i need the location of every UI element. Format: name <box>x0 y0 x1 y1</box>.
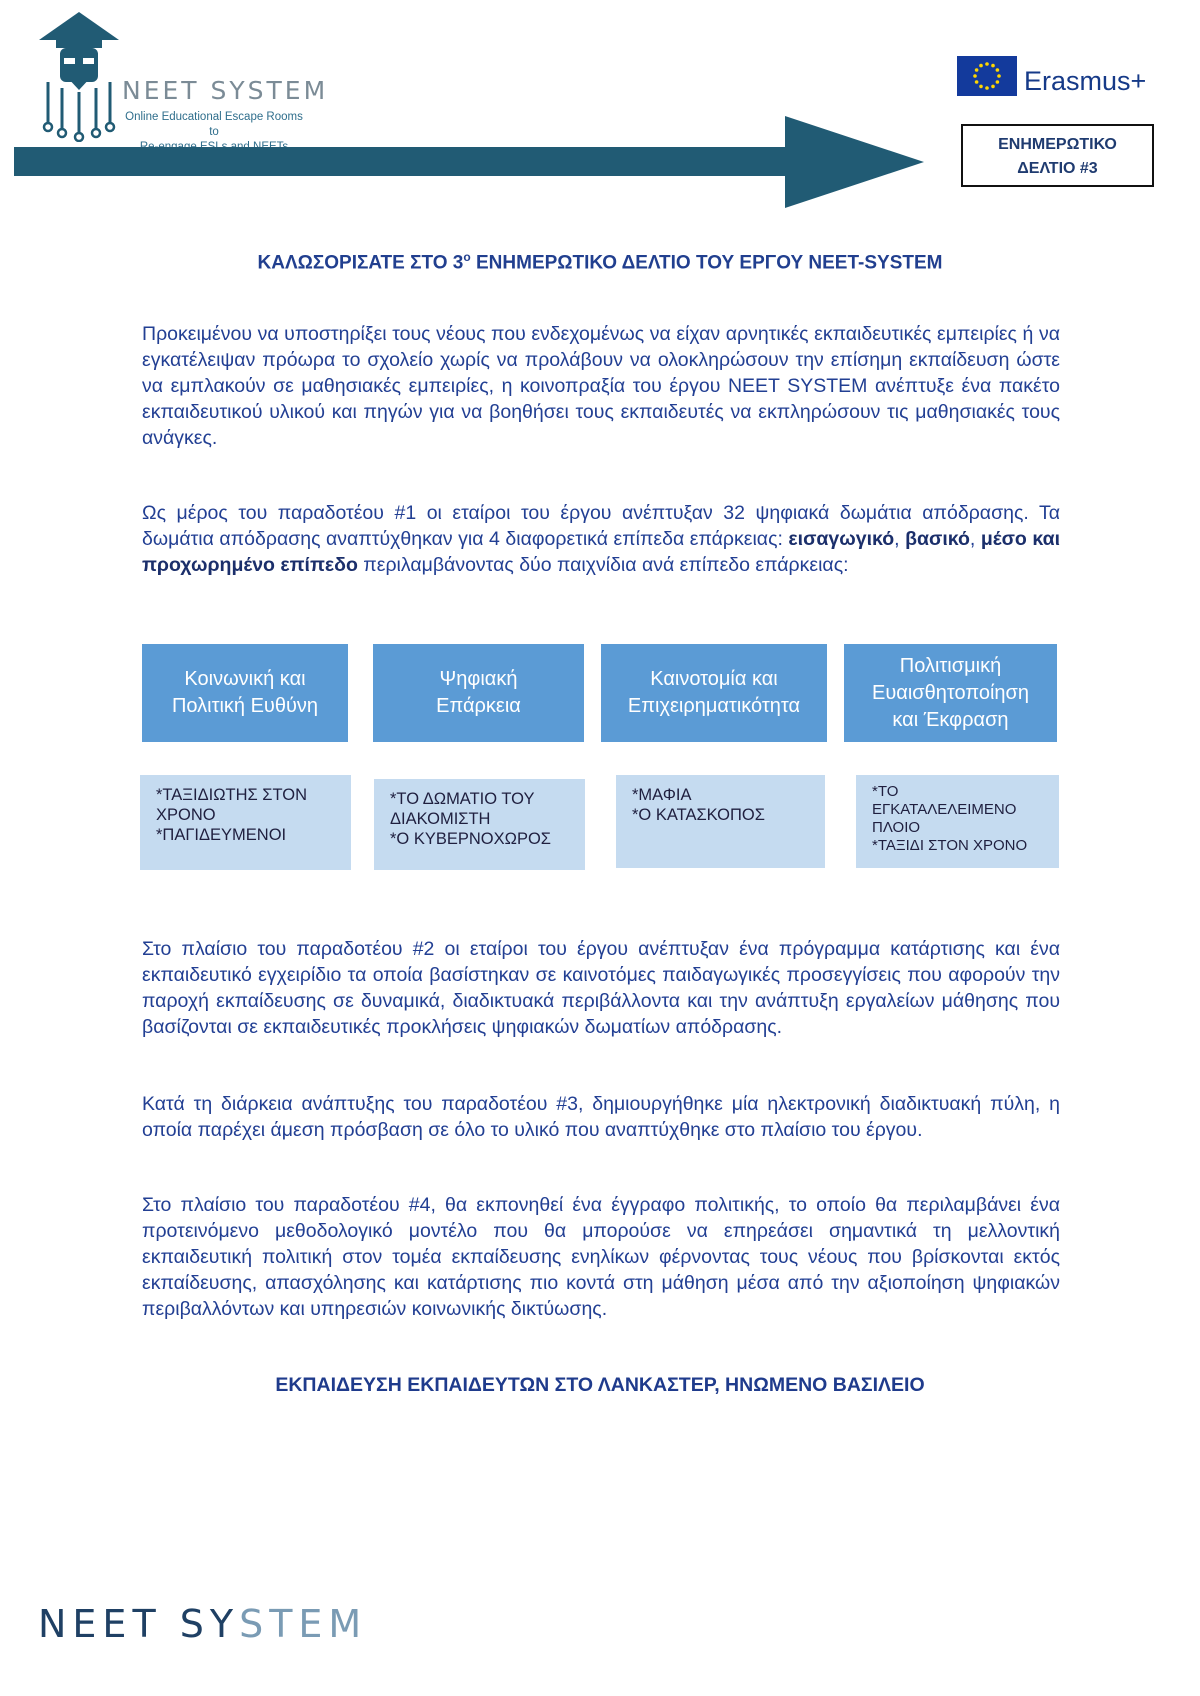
deliverable4-paragraph: Στο πλαίσιο του παραδοτέου #4, θα εκπονηθεί ένα έγγραφο πολιτικής, το οποίο θα περιλαμβάνει ένα προτεινόμενο μεθοδολογικό μοντέλο που θα μπορούσε να επηρεάσει σημαντικά τη μελλοντική εκπαιδευτική πολιτική στον τομέα εκπαίδευσης ενηλίκων φέρνοντας τους νέους που βρίσκονται εκτός εκπαίδευσης, απασχόλησης και κατάρτισης πιο κοντά στη μάθηση μέσα από την αξιοποίηση ψηφιακών περιβαλλόντων και υπηρεσιών κοινωνικής δικτύωσης. <box>142 1194 1060 1320</box>
footer-logo-part1: NEET SY <box>38 1602 240 1646</box>
p2-text-end: περιλαμβάνοντας δύο παιχνίδια ανά επίπεδο επάρκειας: <box>357 554 849 576</box>
game-line: *Ο ΚΥΒΕΡΝΟΧΩΡΟΣ <box>390 830 551 848</box>
eu-star-icon <box>991 64 995 68</box>
game-line: ΠΛΟΙΟ <box>872 819 921 836</box>
category-line: και Έκφραση <box>892 708 1009 731</box>
category-line: Επάρκεια <box>436 695 521 717</box>
game-line: *ΤΟ ΔΩΜΑΤΙΟ ΤΟΥ <box>390 790 535 808</box>
p2-level-basic: βασικό <box>905 528 970 550</box>
title-superscript: ο <box>463 250 471 264</box>
p2-level-intro: εισαγωγικό <box>788 528 895 550</box>
p2-sep1: , <box>894 528 906 550</box>
deliverable2-paragraph: Στο πλαίσιο του παραδοτέου #2 οι εταίροι του έργου ανέπτυξαν ένα πρόγραμμα κατάρτισης και ένα εκπαιδευτικό εγχειρίδιο τα οποία βασίστηκαν σε καινοτόμες παιδαγωγικές προσεγγίσεις που αφορούν την παροχή εκπαίδευσης σε δυναμικά, διαδικτυακά περιβάλλοντα και την ανάπτυξη εργαλείων μάθησης που βασίζονται σε εκπαιδευτικές προκλήσεις ψηφιακών δωματίων απόδρασης. <box>142 938 1060 1038</box>
training-heading: ΕΚΠΑΙΔΕΥΣΗ ΕΚΠΑΙΔΕΥΤΩΝ ΣΤΟ ΛΑΝΚΑΣΤΕΡ, ΗΝΩΜΕΝΟ ΒΑΣΙΛΕΙΟ <box>275 1374 925 1396</box>
footer-logo <box>38 1602 367 1646</box>
eu-star-icon <box>975 68 979 72</box>
games-box-innovation <box>616 775 825 868</box>
category-line: Επιχειρηματικότητα <box>627 695 801 717</box>
games-box-culture <box>856 775 1059 868</box>
deliverable3-paragraph: Κατά τη διάρκεια ανάπτυξης του παραδοτέου #3, δημιουργήθηκε μία ηλεκτρονική διαδικτυακή πύλη, η οποία παρέχει άμεση πρόσβαση σε όλο το υλικό που αναπτύχθηκε στο πλαίσιο του έργου. <box>142 1093 1060 1141</box>
eu-star-icon <box>985 62 989 66</box>
eu-star-icon <box>973 74 977 78</box>
game-line: *ΤΑΞΙΔΙ ΣΤΟΝ ΧΡΟΝΟ <box>872 837 1028 854</box>
game-line: *ΜΑΦΙΑ <box>632 786 692 804</box>
eu-star-icon <box>979 85 983 89</box>
games-box-digital <box>374 779 585 870</box>
p2-text-start: Ως μέρος του παραδοτέου #1 οι εταίροι του έργου ανέπτυξαν 32 ψηφιακά δωμάτια απόδρασης. Τα δωμάτια απόδρασης αναπτύχθηκαν για 4 διαφορετικά επίπεδα επάρκειας: <box>142 502 1060 550</box>
game-line: *ΤΑΞΙΔΙΩΤΗΣ ΣΤΟΝ <box>156 786 308 804</box>
page-title <box>0 250 1200 274</box>
eu-star-icon <box>991 85 995 89</box>
eu-star-icon <box>996 80 1000 84</box>
game-line: ΕΓΚΑΤΑΛΕΛΕΙΜΕΝΟ <box>872 801 1017 818</box>
logo-title: NEET SYSTEM <box>122 76 329 105</box>
category-box-digital <box>373 644 584 742</box>
erasmus-plus-logo: Erasmus+ <box>1024 66 1147 96</box>
eu-star-icon <box>985 86 989 90</box>
p2-sep2: , <box>969 528 981 550</box>
deliverable1-paragraph <box>142 500 1060 578</box>
p2-level-advanced: μέσο και προχωρημένο επίπεδο <box>142 528 1060 576</box>
game-line: *ΤΟ <box>872 783 899 800</box>
eu-star-icon <box>997 74 1001 78</box>
eu-star-icon <box>975 80 979 84</box>
eu-star-icon <box>996 68 1000 72</box>
intro-paragraph: Προκειμένου να υποστηρίξει τους νέους που ενδεχομένως να είχαν αρνητικές εκπαιδευτικές εμπειρίες ή να εγκατέλειψαν πρόωρα το σχολείο χωρίς να προλάβουν να ολοκληρώσουν την επίσημη εκπαίδευση ώστε να εμπλακούν σε μαθησιακές εμπειρίες, η κοινοπραξία του έργου NEET SYSTEM ανέπτυξε ένα πακέτο εκπαιδευτικού υλικού και πηγών για να βοηθήσει τους εκπαιδευτές να εκπληρώσουν τις μαθησιακές τους ανάγκες. <box>142 323 1060 449</box>
games-box-social <box>140 775 351 870</box>
header-arrow-banner <box>14 116 929 208</box>
newsletter-issue-box <box>961 124 1154 187</box>
category-line: Πολιτισμική <box>899 654 1002 677</box>
eu-star-icon <box>979 64 983 68</box>
game-line: *Ο ΚΑΤΑΣΚΟΠΟΣ <box>632 806 765 824</box>
newsletter-box-line1: ΕΝΗΜΕΡΩΤΙΚΟ <box>998 136 1117 153</box>
category-line: Ψηφιακή <box>439 668 518 690</box>
category-line: Καινοτομία και <box>650 668 778 690</box>
game-line: ΧΡΟΝΟ <box>156 806 216 824</box>
game-line: ΔΙΑΚΟΜΙΣΤΗ <box>390 810 491 828</box>
newsletter-box-line2: ΔΕΛΤΙΟ #3 <box>1017 160 1098 177</box>
title-prefix: ΚΑΛΩΣΟΡΙΣΑΤΕ ΣΤΟ 3 <box>257 252 464 274</box>
game-line: *ΠΑΓΙΔΕΥΜΕΝΟΙ <box>156 826 287 844</box>
title-suffix: ΕΝΗΜΕΡΩΤΙΚΟ ΔΕΛΤΙΟ ΤΟΥ ΕΡΓΟΥ NEET-SYSTEM <box>470 252 943 274</box>
logo-tagline-line1: Online Educational Escape Rooms to <box>125 111 303 138</box>
category-box-social <box>142 644 348 742</box>
category-box-innovation <box>601 644 827 742</box>
eu-flag-icon <box>957 56 1017 96</box>
footer-logo-part2: STEM <box>239 1602 368 1646</box>
category-line: Κοινωνική και <box>184 668 306 690</box>
category-line: Πολιτική Ευθύνη <box>171 695 319 717</box>
category-box-culture <box>844 644 1057 742</box>
category-line: Ευαισθητοποίηση <box>871 681 1029 704</box>
